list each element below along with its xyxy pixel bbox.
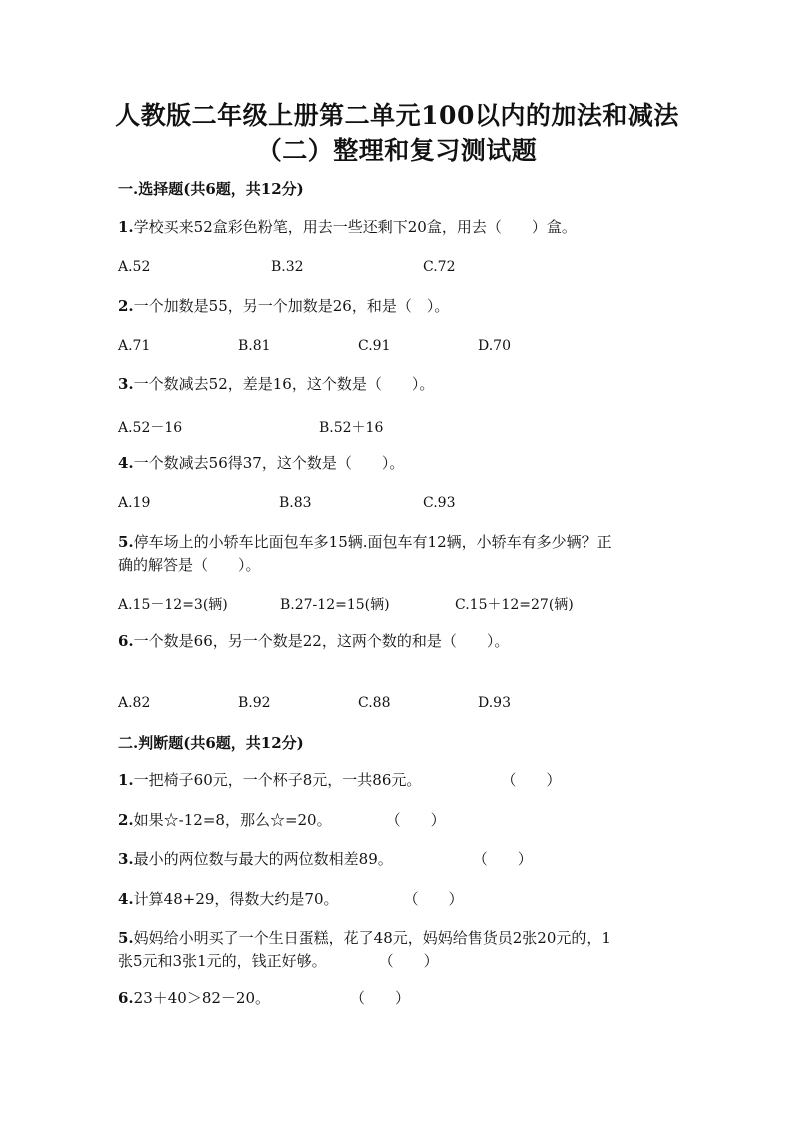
option-c[interactable]: C.15＋12=27(辆) <box>455 597 574 613</box>
question-5 <box>118 531 612 577</box>
question-number: 1. <box>118 218 134 236</box>
option-a[interactable]: A.71 <box>118 338 151 354</box>
question-3 <box>118 373 434 396</box>
judgment-4 <box>118 888 464 911</box>
option-d[interactable]: D.70 <box>478 338 511 354</box>
question-6 <box>118 630 509 653</box>
judgment-2 <box>118 809 446 832</box>
answer-blank[interactable]: （ ） <box>350 989 411 1007</box>
title-line-2: （二）整理和复习测试题 <box>256 136 538 165</box>
question-text: 一个加数是55，另一个加数是26，和是（ ）。 <box>133 297 450 315</box>
option-b[interactable]: B.52＋16 <box>319 420 384 436</box>
question-number: 6. <box>118 632 134 650</box>
question-number: 6. <box>118 989 134 1007</box>
question-number: 3. <box>118 850 134 868</box>
options-row-3 <box>0 417 794 437</box>
question-number: 1. <box>118 771 134 789</box>
question-text: 如果☆-12=8，那么☆=20。 <box>133 811 332 829</box>
option-a[interactable]: A.52 <box>118 259 151 275</box>
question-number: 5. <box>118 533 134 551</box>
answer-blank[interactable]: （ ） <box>378 952 439 970</box>
section-heading-choice: 一.选择题(共6题，共12分) <box>118 180 304 198</box>
option-c[interactable]: C.91 <box>358 338 391 354</box>
option-a[interactable]: A.52－16 <box>118 420 183 436</box>
answer-blank[interactable]: （ ） <box>385 811 446 829</box>
option-b[interactable]: B.83 <box>279 495 312 511</box>
judgment-3 <box>118 848 533 871</box>
option-a[interactable]: A.19 <box>118 495 151 511</box>
title-line-1: 人教版二年级上册第二单元100以内的加法和减法 <box>115 101 679 130</box>
option-d[interactable]: D.93 <box>478 695 511 711</box>
option-b[interactable]: B.81 <box>238 338 271 354</box>
question-number: 5. <box>118 929 134 947</box>
options-row-6 <box>0 695 794 715</box>
question-text: 计算48+29，得数大约是70。 <box>133 890 339 908</box>
judgment-6 <box>118 987 410 1010</box>
answer-blank[interactable]: （ ） <box>472 850 533 868</box>
question-text: 停车场上的小轿车比面包车多15辆.面包车有12辆，小轿车有多少辆？正 <box>133 533 612 551</box>
option-c[interactable]: C.88 <box>358 695 391 711</box>
question-text: 最小的两位数与最大的两位数相差89。 <box>133 850 393 868</box>
question-4 <box>118 452 404 475</box>
options-row-4 <box>0 495 794 515</box>
answer-blank[interactable]: （ ） <box>501 771 562 789</box>
option-b[interactable]: B.27-12=15(辆) <box>280 597 390 613</box>
question-number: 2. <box>118 811 134 829</box>
question-2 <box>118 295 449 318</box>
judgment-1 <box>118 769 561 792</box>
question-number: 4. <box>118 890 134 908</box>
option-c[interactable]: C.93 <box>423 495 456 511</box>
question-text: 一个数是66，另一个数是22，这两个数的和是（ ）。 <box>133 632 510 650</box>
section-heading-judgment: 二.判断题(共6题，共12分) <box>118 734 304 752</box>
question-text: 一个数减去56得37，这个数是（ ）。 <box>133 454 405 472</box>
question-number: 3. <box>118 375 134 393</box>
judgment-5 <box>118 927 611 973</box>
options-row-5 <box>0 594 794 614</box>
question-text: 一个数减去52，差是16，这个数是（ ）。 <box>133 375 435 393</box>
option-b[interactable]: B.92 <box>238 695 271 711</box>
option-b[interactable]: B.32 <box>271 259 304 275</box>
question-number: 4. <box>118 454 134 472</box>
answer-blank[interactable]: （ ） <box>403 890 464 908</box>
question-text: 妈妈给小明买了一个生日蛋糕，花了48元，妈妈给售货员2张20元的，1 <box>133 929 611 947</box>
option-a[interactable]: A.82 <box>118 695 151 711</box>
question-1 <box>118 216 577 239</box>
question-text: 学校买来52盒彩色粉笔，用去一些还剩下20盒，用去（ ）盒。 <box>133 218 577 236</box>
question-text-continued: 确的解答是（ ）。 <box>118 556 261 574</box>
question-text-continued: 张5元和3张1元的，钱正好够。 <box>118 952 327 970</box>
option-a[interactable]: A.15－12=3(辆) <box>118 597 228 613</box>
options-row-1 <box>0 259 794 279</box>
question-text: 一把椅子60元，一个杯子8元，一共86元。 <box>133 771 422 789</box>
question-text: 23＋40＞82－20。 <box>133 989 271 1007</box>
question-number: 2. <box>118 297 134 315</box>
option-c[interactable]: C.72 <box>423 259 456 275</box>
options-row-2 <box>0 338 794 358</box>
